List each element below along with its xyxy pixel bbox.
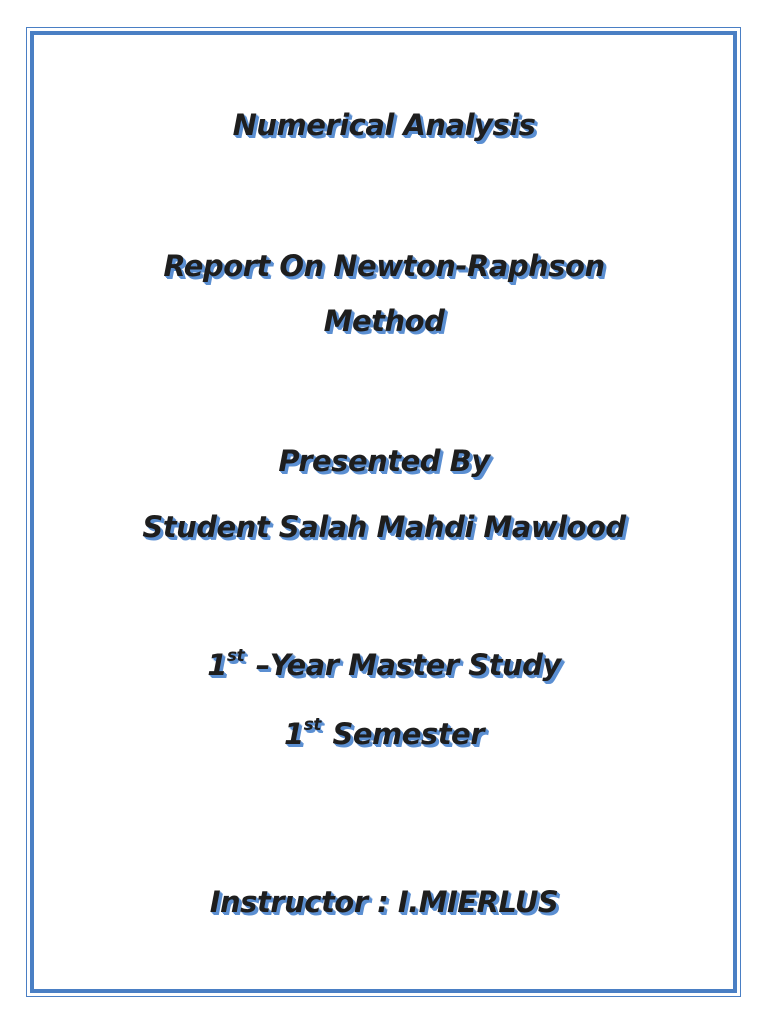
- year-number: 1: [207, 648, 227, 682]
- presented-by-label: Presented By: [278, 444, 490, 478]
- study-year: [0, 647, 768, 683]
- instructor: Instructor : I.MIERLUS: [209, 885, 559, 919]
- year-ordinal: st: [226, 646, 245, 667]
- semester-number: 1: [283, 717, 304, 751]
- report-title-line-2: Method: [323, 304, 445, 338]
- student-name: Student Salah Mahdi Mawlood: [142, 510, 626, 544]
- semester-ordinal: st: [303, 715, 321, 736]
- report-title-line-1: Report On Newton-Raphson: [163, 249, 605, 283]
- course-title: Numerical Analysis: [232, 108, 536, 142]
- year-text: –Year Master Study: [246, 648, 561, 682]
- semester: [0, 716, 768, 752]
- semester-text: Semester: [322, 717, 485, 751]
